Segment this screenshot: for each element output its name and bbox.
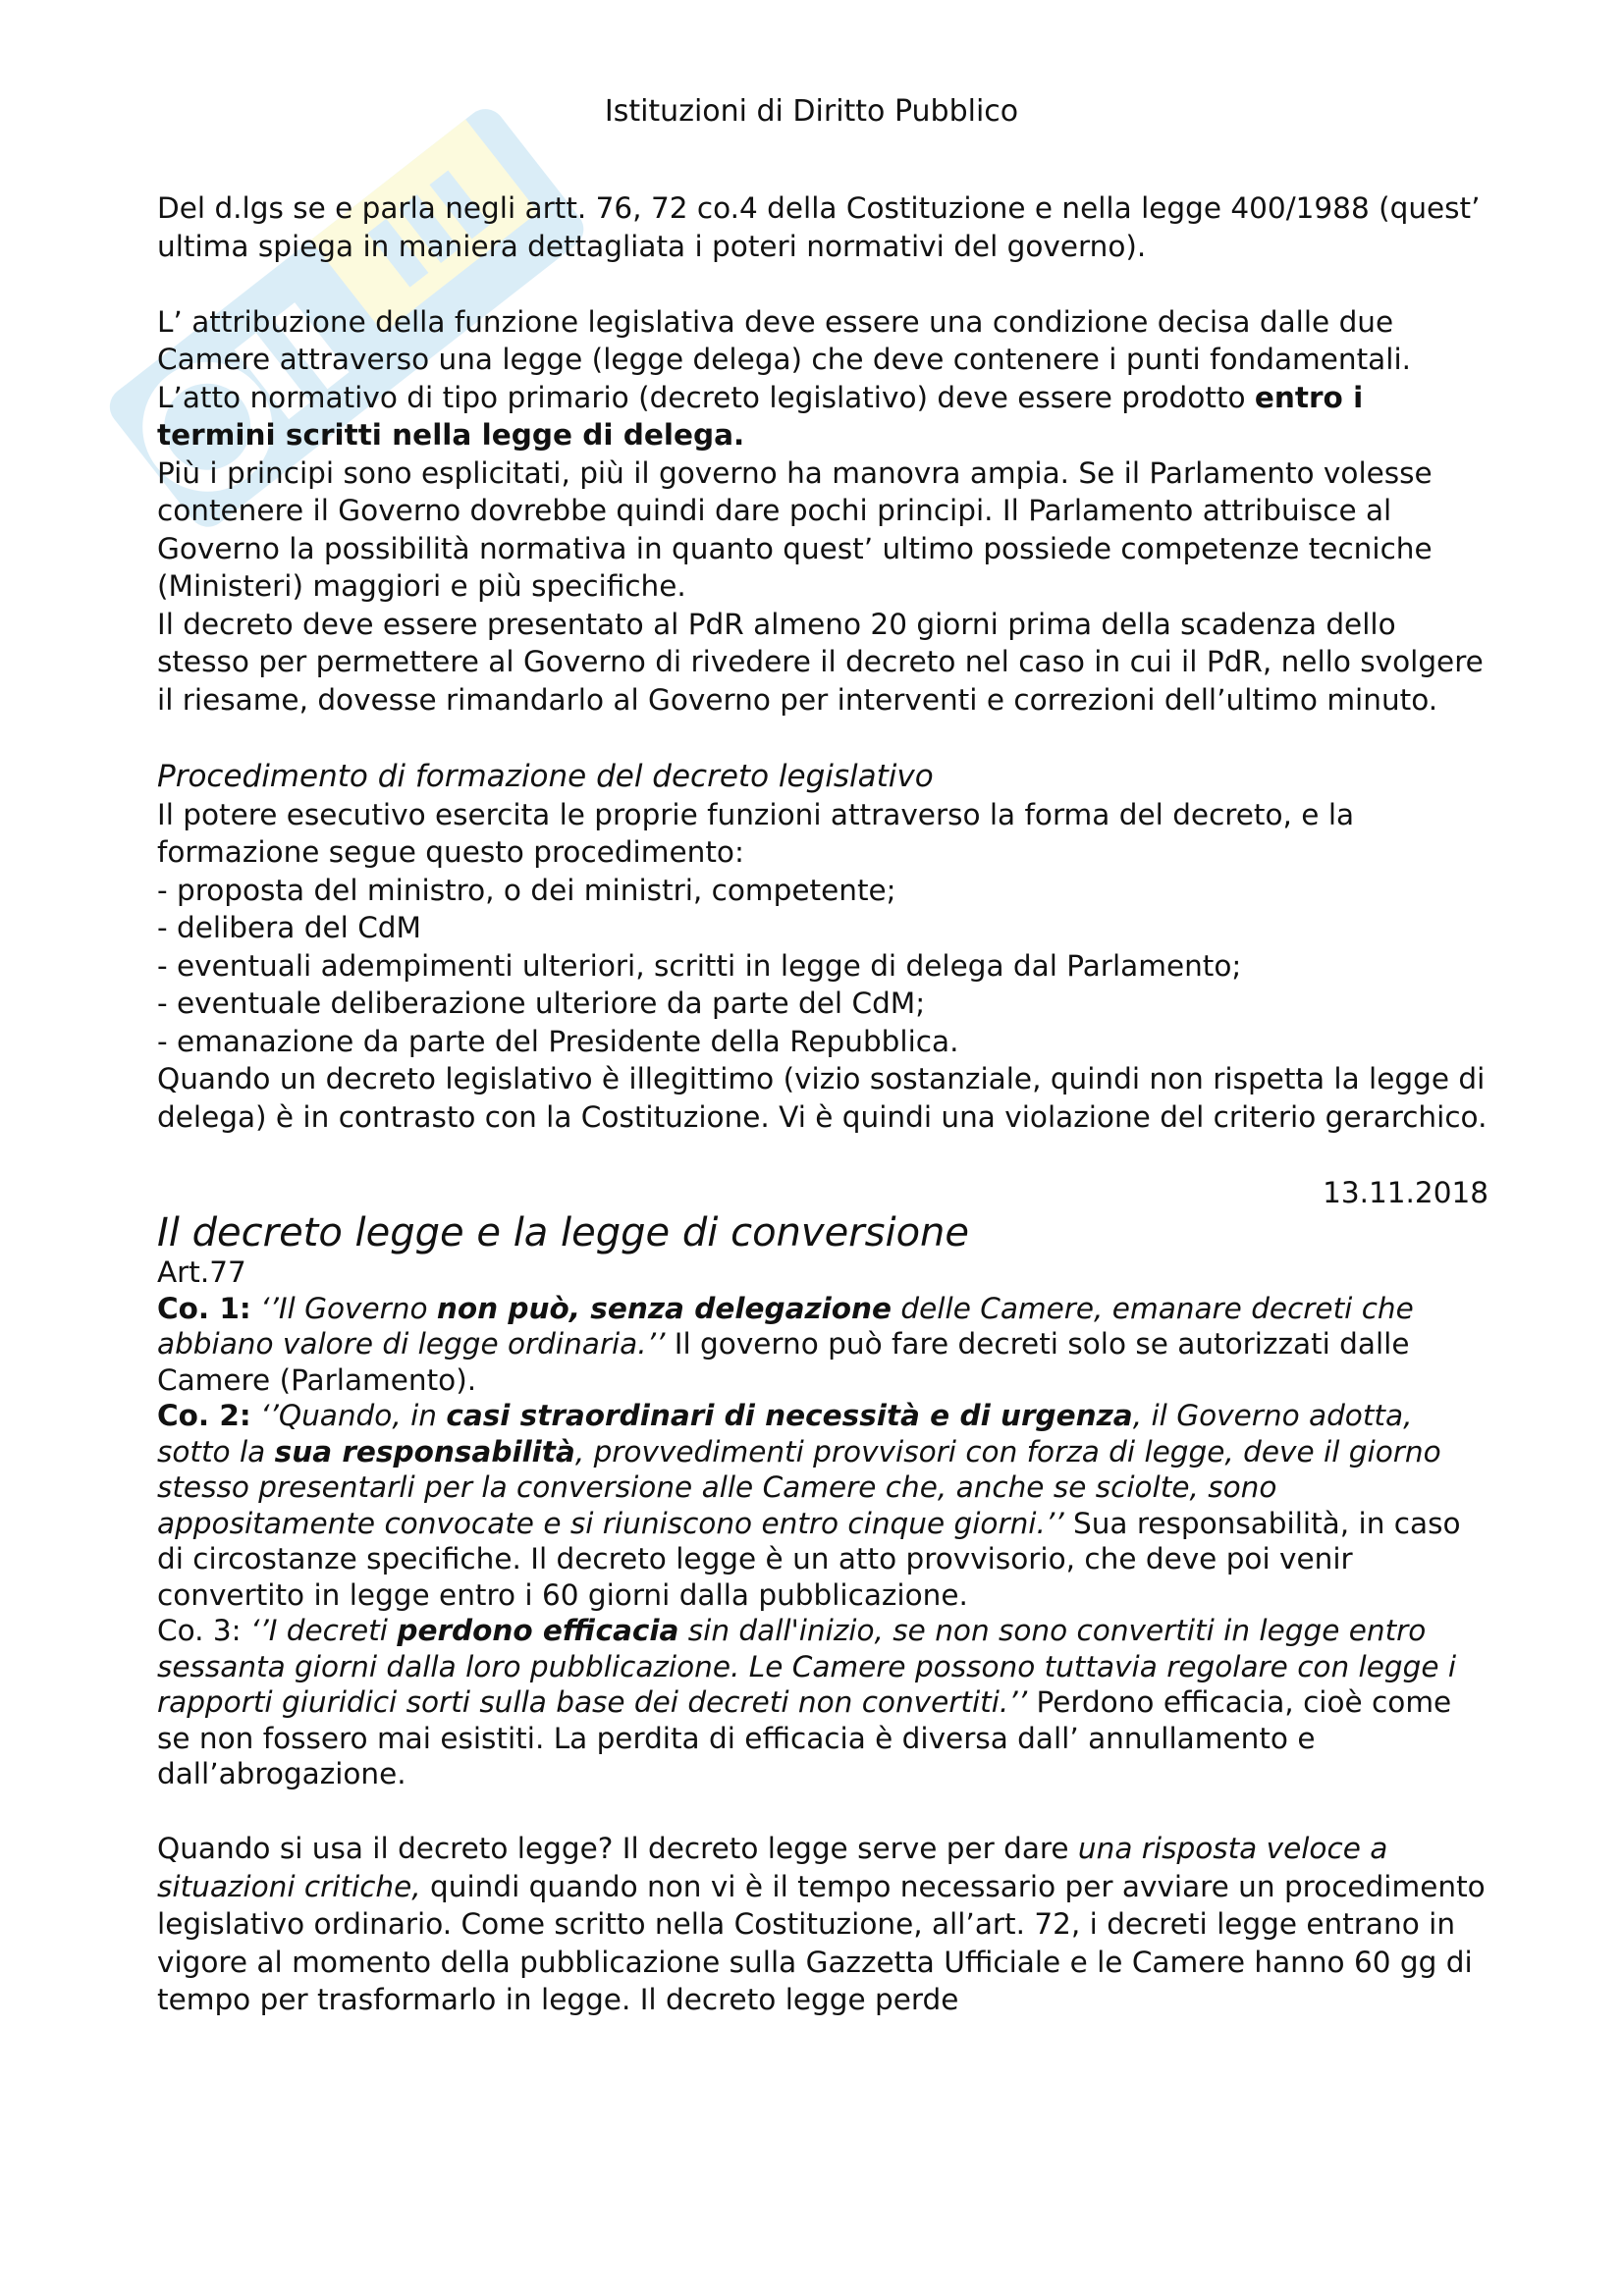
paragraph-pdr: Il decreto deve essere presentato al PdR almeno 20 giorni prima della scadenza dello stesso per permettere al Governo di rivedere il decreto nel caso in cui il PdR, nello svolgere il riesame, dovesse rimandarlo al Governo per interventi e correzioni dell’ultimo minuto. xyxy=(157,607,1484,717)
comma-3: Co. 3: ‘’I decreti perdono efficacia sin dall'inizio, se non sono convertiti in legge entro sessanta giorni dalla loro pubblicazione. Le Camere possono tuttavia regolare con legge i rapporti giuridici sorti sulla base dei decreti non convertiti.’’ Perdono efficacia, cioè come se non fossero mai esistiti. La perdita di efficacia è diversa dall’ annullamento e dall’abrogazione. xyxy=(157,1614,1457,1790)
procedimento-step: - eventuali adempimenti ulteriori, scritti in legge di delega dal Parlamento; xyxy=(157,948,1242,983)
paragraph-intro: Del d.lgs se e parla negli artt. 76, 72 co.4 della Costituzione e nella legge 400/1988 (quest’ ultima spiega in maniera dettagliata i poteri normativi del governo). xyxy=(157,191,1481,263)
section-title: Il decreto legge e la legge di conversione xyxy=(157,1210,970,1255)
page-header: Istituzioni di Diritto Pubblico xyxy=(604,94,1019,129)
procedimento-step: - proposta del ministro, o dei ministri, competente; xyxy=(157,873,896,907)
document-body xyxy=(157,189,1488,2019)
procedimento-step: - emanazione da parte del Presidente della Repubblica. xyxy=(157,1024,959,1058)
procedimento-intro: Il potere esecutivo esercita le proprie funzioni attraverso la forma del decreto, e la formazione segue questo procedimento: xyxy=(157,797,1355,869)
paragraph-attribuzione: L’ attribuzione della funzione legislativa deve essere una condizione decisa dalle due Camere attraverso una legge (legge delega) che deve contenere i punti fondamentali. L’atto normativo di tipo primario (decreto legislativo) deve essere prodotto entro i termini scritti nella legge di delega. xyxy=(157,304,1412,452)
procedimento-closing: Quando un decreto legislativo è illegittimo (vizio sostanziale, quindi non rispetta la legge di delega) è in contrasto con la Costituzione. Vi è quindi una violazione del criterio gerarchico. xyxy=(157,1062,1488,1134)
article-label: Art.77 xyxy=(157,1255,246,1289)
procedimento-heading: Procedimento di formazione del decreto legislativo xyxy=(157,758,934,794)
lecture-date: 13.11.2018 xyxy=(1323,1175,1488,1209)
comma-2: Co. 2: ‘’Quando, in casi straordinari di necessità e di urgenza, il Governo adotta, sotto la sua responsabilità, provvedimenti provvisori con forza di legge, deve il giorno stesso presentarli per la conversione alle Camere che, anche se sciolte, sono appositamente convocate e si riuniscono entro cinque giorni.’’ Sua responsabilità, in caso di circostanze specifiche. Il decreto legge è un atto provvisorio, che deve poi venir convertito in legge entro i 60 giorni dalla pubblicazione. xyxy=(157,1399,1461,1612)
procedimento-step: - eventuale deliberazione ulteriore da parte del CdM; xyxy=(157,987,926,1020)
procedimento-step: - delibera del CdM xyxy=(157,911,421,944)
paragraph-principi: Più i principi sono esplicitati, più il governo ha manovra ampia. Se il Parlamento volesse contenere il Governo dovrebbe quindi dare pochi principi. Il Parlamento attribuisce al Governo la possibilità normativa in quanto quest’ ultimo possiede competenze tecniche (Ministeri) maggiori e più specifiche. xyxy=(157,455,1433,603)
bold-phrase-termini: entro i termini scritti nella legge di delega. xyxy=(157,380,1364,452)
paragraph-decreto-legge-uso: Quando si usa il decreto legge? Il decreto legge serve per dare una risposta veloce a situazioni critiche, quindi quando non vi è il tempo necessario per avviare un procedimento legislativo ordinario. Come scritto nella Costituzione, all’art. 72, i decreti legge entrano in vigore al momento della pubblicazione sulla Gazzetta Ufficiale e le Camere hanno 60 gg di tempo per trasformarlo in legge. Il decreto legge perde xyxy=(157,1832,1486,2016)
comma-1: Co. 1: ‘’Il Governo non può, senza delegazione delle Camere, emanare decreti che abbiano valore di legge ordinaria.’’ Il governo può fare decreti solo se autorizzati dalle Camere (Parlamento). xyxy=(157,1291,1414,1397)
